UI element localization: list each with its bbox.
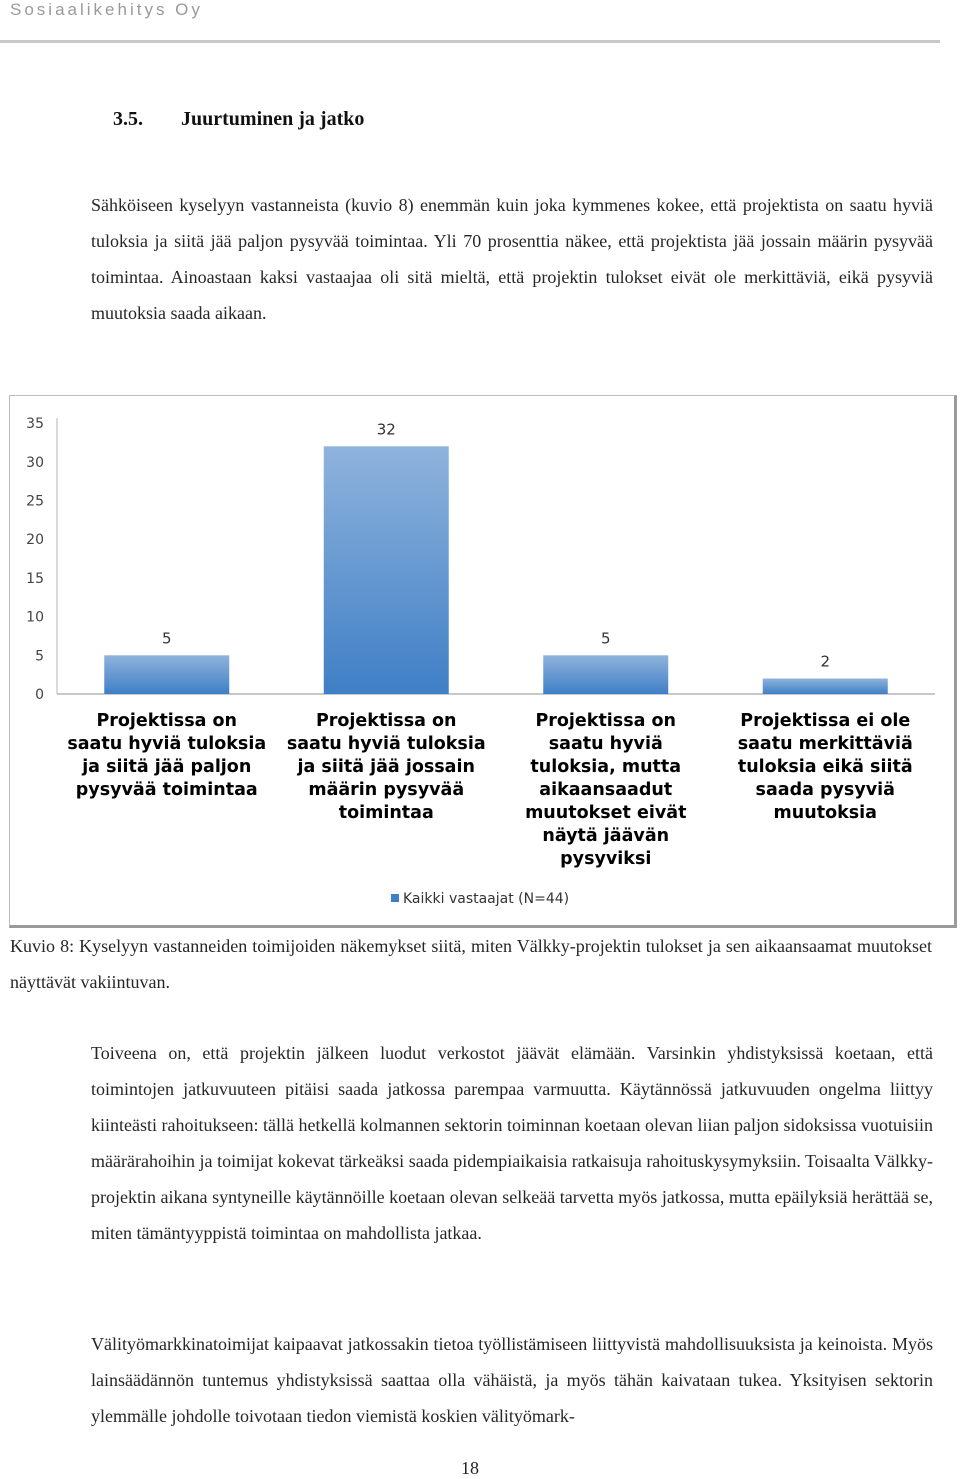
data-label: 5 (161, 629, 172, 648)
y-tick-label: 10 (26, 609, 44, 626)
bar (763, 679, 888, 694)
data-label: 5 (600, 629, 611, 648)
page-number: 18 (461, 1458, 479, 1478)
category-label: ja siitä jää paljon (82, 757, 252, 777)
legend-label: Kaikki vastaajat (N=44) (403, 891, 570, 907)
bar (543, 655, 668, 694)
y-tick-label: 0 (35, 687, 44, 703)
bar-chart (10, 396, 955, 926)
paragraph-2: Toiveena on, että projektin jälkeen luodut verkostot jäävät elämään. Varsinkin yhdistyksissä koetaan, että toimintojen jatkuvuuteen pitäisi saada jatkossa parempaa varmuutta. Käytännössä jatkuvuuden ongelma liittyy kiinteästi rahoitukseen: tällä hetkellä kolmannen sektorin toiminnan koetaan olevan liian paljon sidoksissa vuotuisiin määrärahoihin ja toimijat kokevat tärkeäksi saada pidempiaikaisia ratkaisuja rahoituskysymyksiin. Toisaalta Välkky-projektin aikana syntyneille käytännöille koetaan olevan selkeää tarvetta myös jatkossa, mutta epäilyksiä herättää se, miten tämäntyyppistä toimintaa on mahdollista jatkaa. (91, 1043, 933, 1243)
company-header: Sosiaalikehitys Oy (10, 0, 203, 19)
category-label: saatu merkittäviä (737, 734, 913, 754)
figure-chart (9, 395, 957, 928)
section-number: 3.5. (113, 108, 143, 130)
section-title: Juurtuminen ja jatko (181, 108, 365, 130)
category-label: saatu hyviä tuloksia (67, 734, 267, 754)
category-label: saatu hyviä (548, 734, 663, 754)
legend-swatch (391, 894, 399, 902)
category-label: muutoksia (773, 803, 877, 823)
data-label: 32 (376, 420, 396, 439)
y-tick-label: 25 (26, 493, 44, 510)
category-label: määrin pysyvää (308, 780, 465, 800)
category-label: tuloksia, mutta (530, 757, 682, 777)
category-label: aikaansaadut (539, 780, 673, 800)
y-tick-label: 20 (26, 532, 44, 549)
category-label: Projektissa on (96, 711, 238, 731)
category-label: pysyviksi (560, 849, 652, 869)
category-label: tuloksia eikä siitä (737, 757, 913, 777)
header-divider (0, 40, 940, 43)
bar (104, 655, 229, 694)
paragraph-3: Välityömarkkinatoimijat kaipaavat jatkossakin tietoa työllistämiseen liittyvistä mahdollisuuksista ja keinoista. Myös lainsäädännön tuntemus yhdistyksissä saattaa olla vähäistä, ja myös tähän kaivataan tukea. Yksityisen sektorin ylemmälle johdolle toivotaan tiedon viemistä koskien välityömark- (91, 1334, 933, 1426)
category-label: saada pysyviä (755, 780, 895, 800)
paragraph-1: Sähköiseen kyselyyn vastanneista (kuvio 8) enemmän kuin joka kymmenes kokee, että projektista on saatu hyviä tuloksia ja siitä jää paljon pysyvää toimintaa. Yli 70 prosenttia näkee, että projektista jää jossain määrin pysyvää toimintaa. Ainoastaan kaksi vastaajaa oli sitä mieltä, että projektin tulokset eivät ole merkittäviä, eikä pysyviä muutoksia saada aikaan. (91, 195, 933, 323)
figure-caption: Kuvio 8: Kyselyyn vastanneiden toimijoiden näkemykset siitä, miten Välkky-projektin tulokset ja sen aikaansaamat muutokset näyttävät vakiintuvan. (10, 936, 932, 992)
section-heading (113, 108, 364, 131)
category-label: Projektissa ei ole (740, 711, 911, 731)
y-tick-label: 35 (26, 416, 44, 433)
category-label: pysyvää toimintaa (75, 780, 258, 800)
category-label: Projektissa on (315, 711, 457, 731)
category-label: näytä jäävän (542, 826, 670, 846)
bar (324, 446, 449, 694)
y-tick-label: 15 (26, 570, 44, 587)
y-tick-label: 30 (26, 454, 44, 471)
category-label: muutokset eivät (525, 803, 687, 823)
category-label: toimintaa (338, 803, 434, 823)
data-label: 2 (820, 652, 831, 671)
category-label: saatu hyviä tuloksia (286, 734, 486, 754)
category-label: Projektissa on (535, 711, 677, 731)
y-tick-label: 5 (35, 648, 44, 665)
category-label: ja siitä jää jossain (297, 757, 475, 777)
